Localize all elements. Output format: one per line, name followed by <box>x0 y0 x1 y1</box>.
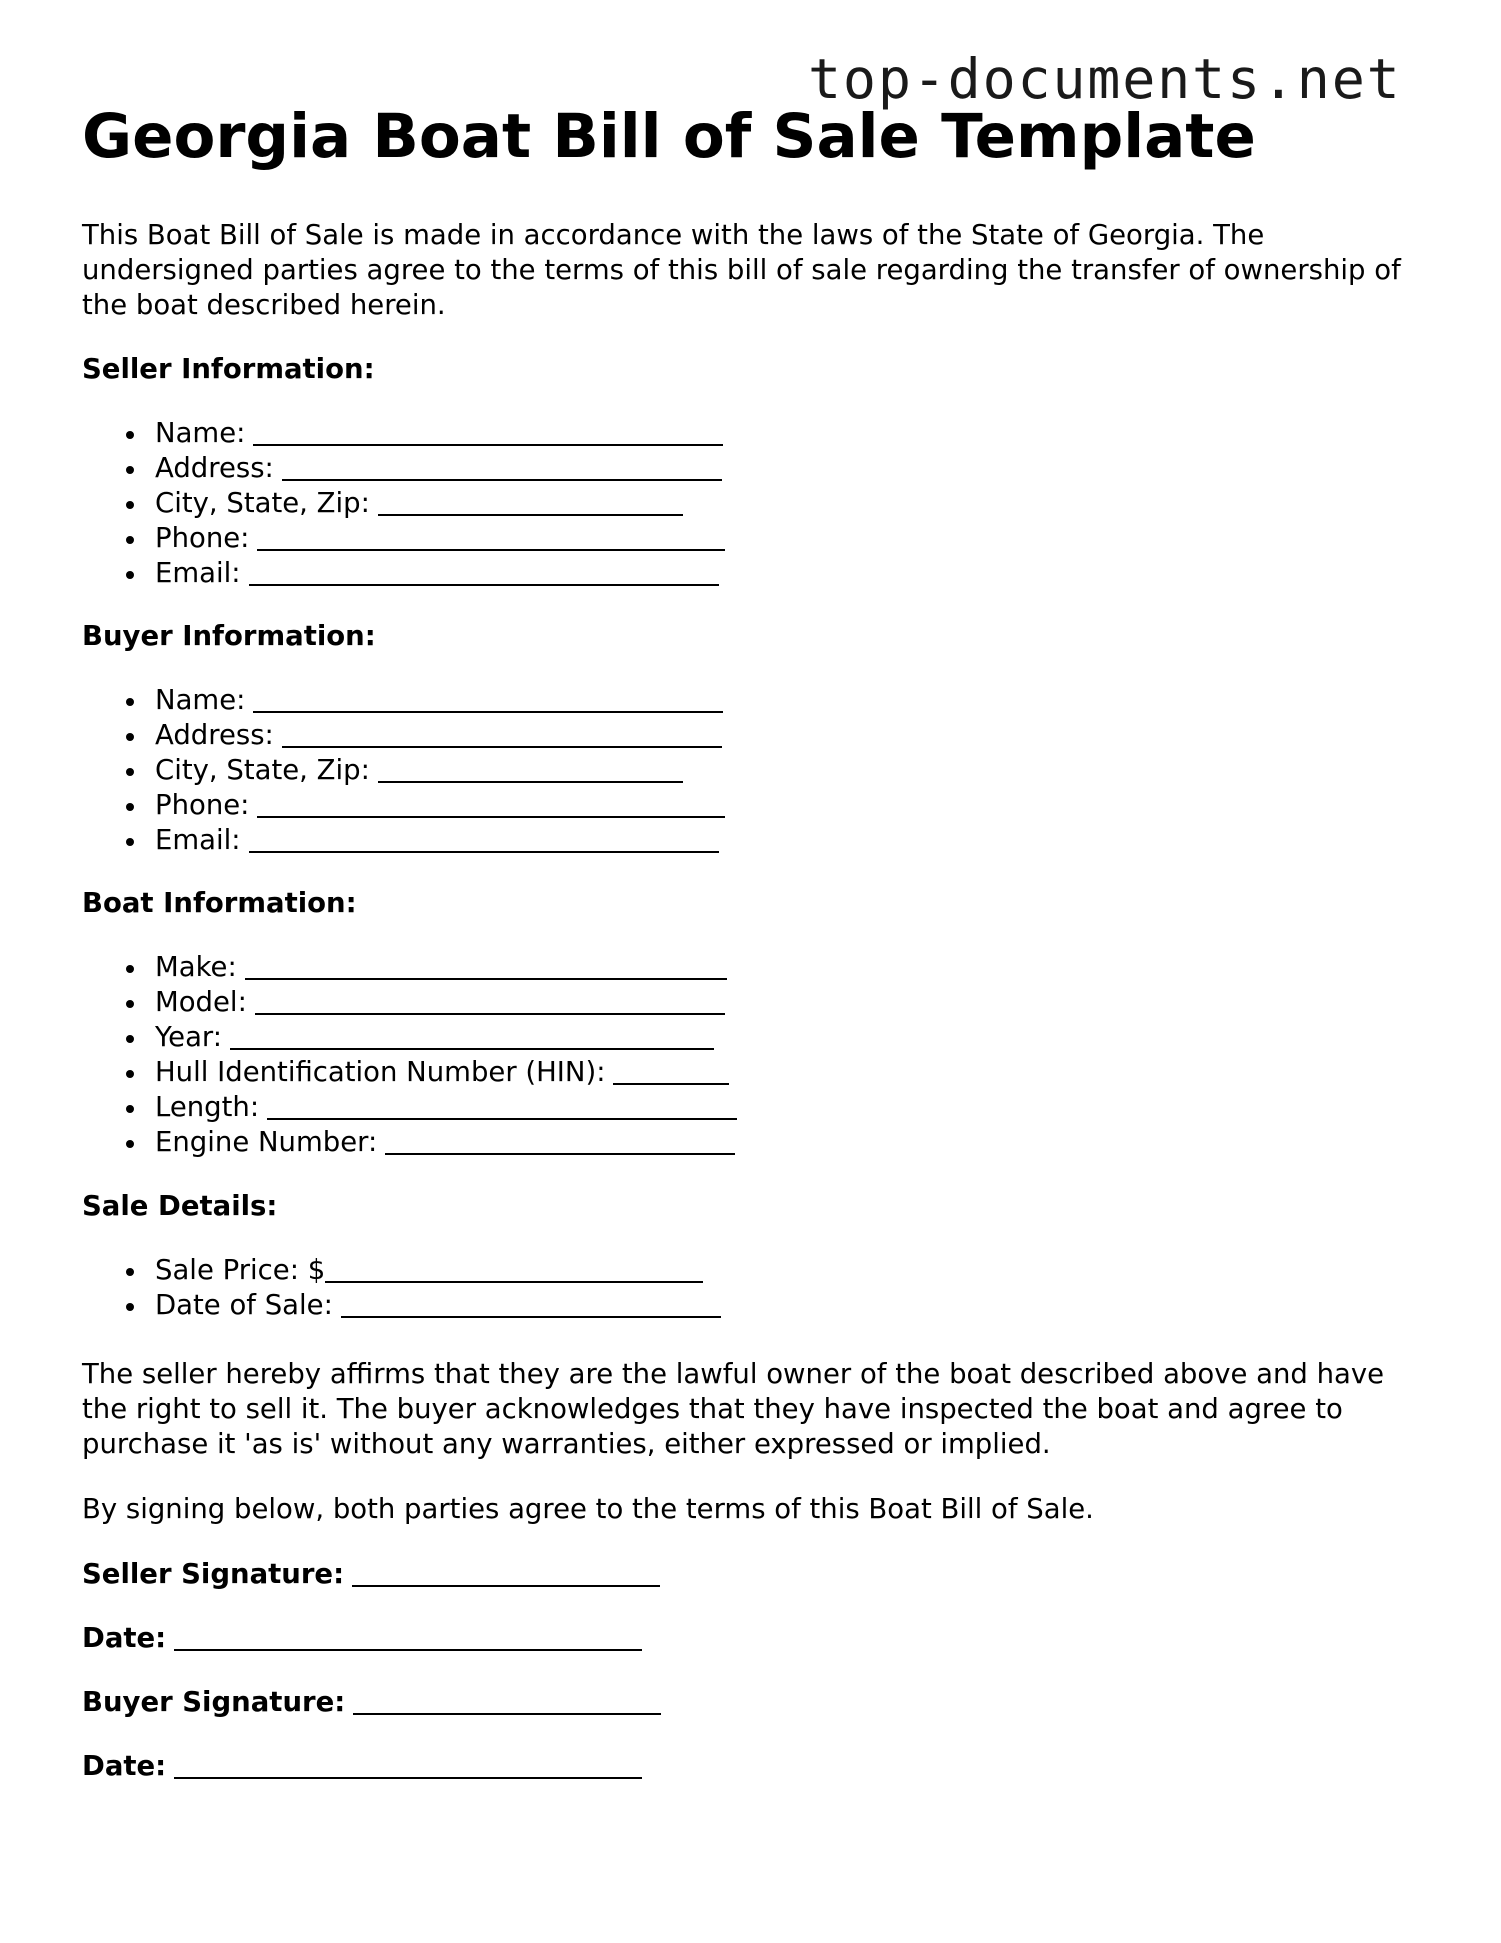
boat-engine-number-field[interactable]: Engine Number: <box>82 1125 737 1160</box>
fill-line <box>174 1648 642 1651</box>
fill-line <box>230 1047 714 1050</box>
seller-fields-list <box>82 416 725 591</box>
boat-length-field[interactable]: Length: <box>82 1090 737 1125</box>
fill-line <box>253 443 723 446</box>
buyer-city-state-zip-field[interactable]: City, State, Zip: <box>82 753 725 788</box>
boat-year-field[interactable]: Year: <box>82 1020 737 1055</box>
fill-line <box>245 977 727 980</box>
fill-line <box>353 1712 661 1715</box>
boat-hin-field[interactable]: Hull Identification Number (HIN): <box>82 1055 737 1090</box>
boat-make-field[interactable]: Make: <box>82 950 737 985</box>
fill-line <box>282 745 722 748</box>
date-of-sale-field[interactable]: Date of Sale: <box>82 1288 721 1323</box>
intro-paragraph: This Boat Bill of Sale is made in accordance with the laws of the State of Georgia. The undersigned parties agree to the terms of this bill of sale regarding the transfer of ownership of the boat described herein. <box>82 219 1401 321</box>
seller-name-field[interactable]: Name: <box>82 416 725 451</box>
buyer-heading: Buyer Information: <box>82 620 376 652</box>
fill-line <box>282 478 722 481</box>
fill-line <box>352 1584 660 1587</box>
site-watermark: top-documents.net <box>808 47 1402 111</box>
fill-line <box>249 583 719 586</box>
fill-line <box>249 850 719 853</box>
fill-line <box>257 548 725 551</box>
buyer-signature-field[interactable]: Buyer Signature: <box>82 1685 661 1720</box>
seller-heading: Seller Information: <box>82 353 375 385</box>
sale-fields-list <box>82 1253 721 1323</box>
buyer-name-field[interactable]: Name: <box>82 683 725 718</box>
sale-price-field[interactable]: Sale Price: $ <box>82 1253 721 1288</box>
boat-fields-list <box>82 950 737 1160</box>
fill-line <box>378 780 683 783</box>
fill-line <box>613 1082 729 1085</box>
affirmation-paragraph: The seller hereby affirms that they are the lawful owner of the boat described above and have the right to sell it. The buyer acknowledges that they have inspected the boat and agree to purchase it 'as is' without any warranties, either expressed or implied. <box>82 1358 1385 1460</box>
buyer-address-field[interactable]: Address: <box>82 718 725 753</box>
document-title: Georgia Boat Bill of Sale Template <box>82 101 1256 172</box>
boat-model-field[interactable]: Model: <box>82 985 737 1020</box>
sale-heading: Sale Details: <box>82 1190 278 1222</box>
boat-heading: Boat Information: <box>82 887 357 919</box>
buyer-fields-list <box>82 683 725 858</box>
seller-email-field[interactable]: Email: <box>82 556 725 591</box>
fill-line <box>378 513 683 516</box>
seller-date-field[interactable]: Date: <box>82 1621 642 1656</box>
fill-line <box>325 1280 703 1283</box>
fill-line <box>341 1315 721 1318</box>
agreement-paragraph: By signing below, both parties agree to the terms of this Boat Bill of Sale. <box>82 1493 1094 1525</box>
fill-line <box>267 1117 737 1120</box>
fill-line <box>253 710 723 713</box>
seller-city-state-zip-field[interactable]: City, State, Zip: <box>82 486 725 521</box>
buyer-date-field[interactable]: Date: <box>82 1749 642 1784</box>
fill-line <box>255 1012 725 1015</box>
seller-phone-field[interactable]: Phone: <box>82 521 725 556</box>
buyer-email-field[interactable]: Email: <box>82 823 725 858</box>
seller-address-field[interactable]: Address: <box>82 451 725 486</box>
fill-line <box>174 1776 642 1779</box>
fill-line <box>385 1152 735 1155</box>
seller-signature-field[interactable]: Seller Signature: <box>82 1557 660 1592</box>
buyer-phone-field[interactable]: Phone: <box>82 788 725 823</box>
fill-line <box>257 815 725 818</box>
